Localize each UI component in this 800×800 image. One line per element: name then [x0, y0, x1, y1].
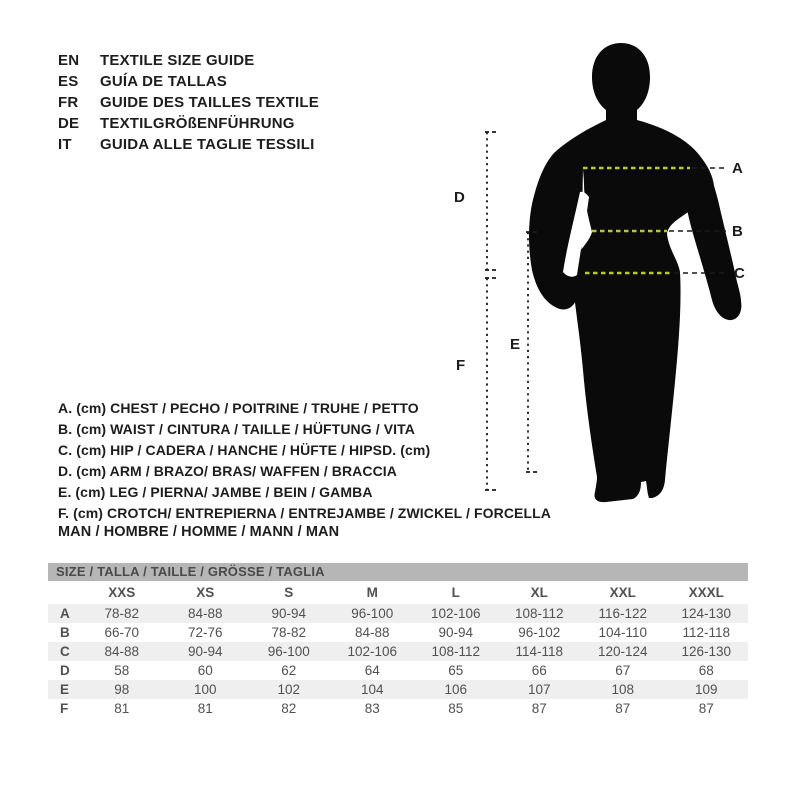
- column-header: XXS: [108, 585, 136, 600]
- cell: 58: [114, 663, 130, 678]
- cell: 100: [193, 682, 217, 697]
- language-row: [58, 50, 319, 71]
- cell: 65: [448, 663, 464, 678]
- table-row: [48, 604, 748, 623]
- table-row: [48, 680, 748, 699]
- cell: 102-106: [347, 644, 398, 659]
- cell: 124-130: [681, 606, 732, 621]
- cell: 84-88: [354, 625, 390, 640]
- language-row: [58, 71, 319, 92]
- language-code: EN: [58, 52, 80, 69]
- cell: 108-112: [431, 644, 481, 659]
- label-hip-c: C: [734, 265, 745, 282]
- cell: 107: [527, 682, 551, 697]
- cell: 67: [615, 663, 631, 678]
- language-row: [58, 92, 319, 113]
- cell: 68: [698, 663, 714, 678]
- cell: 96-102: [518, 625, 561, 640]
- cell: 87: [615, 701, 631, 716]
- cell: 90-94: [438, 625, 474, 640]
- column-header: XXXL: [688, 585, 724, 600]
- cell: 116-122: [598, 606, 648, 621]
- cell: 104-110: [598, 625, 648, 640]
- cell: 108-112: [514, 606, 564, 621]
- cell: 90-94: [271, 606, 307, 621]
- legend-item-c: C. (cm) HIP / CADERA / HANCHE / HÜFTE / HIPSD. (cm): [58, 442, 431, 458]
- column-header: L: [451, 585, 460, 600]
- row-label: D: [60, 663, 70, 678]
- language-row: [58, 113, 319, 134]
- column-header: S: [284, 585, 294, 600]
- legend-item-d: D. (cm) ARM / BRAZO/ BRAS/ WAFFEN / BRACCIA: [58, 463, 397, 479]
- language-code: IT: [58, 136, 72, 153]
- row-label: C: [60, 644, 70, 659]
- cell: 85: [448, 701, 464, 716]
- cell: 109: [694, 682, 718, 697]
- cell: 126-130: [681, 644, 732, 659]
- cell: 102-106: [430, 606, 481, 621]
- cell: 114-118: [515, 644, 564, 659]
- cell: 96-100: [267, 644, 310, 659]
- cell: 66: [531, 663, 547, 678]
- legend-item-b: B. (cm) WAIST / CINTURA / TAILLE / HÜFTUNG / VITA: [58, 421, 415, 437]
- cell: 78-82: [104, 606, 140, 621]
- cell: 82: [281, 701, 297, 716]
- column-header: XL: [530, 585, 548, 600]
- size-table: [48, 563, 748, 718]
- cell: 62: [281, 663, 297, 678]
- legend-item-f: F. (cm) CROTCH/ ENTREPIERNA / ENTREJAMBE / ZWICKEL / FORCELLA: [58, 505, 552, 521]
- language-title: GUIDA ALLE TAGLIE TESSILI: [100, 136, 315, 153]
- row-label: B: [60, 625, 70, 640]
- cell: 98: [114, 682, 130, 697]
- column-header: M: [366, 585, 378, 600]
- cell: 60: [197, 663, 213, 678]
- language-row: [58, 134, 319, 155]
- legend-item-e: E. (cm) LEG / PIERNA/ JAMBE / BEIN / GAMBA: [58, 484, 373, 500]
- language-code: ES: [58, 73, 79, 90]
- table-row: [48, 642, 748, 661]
- row-label: A: [60, 606, 70, 621]
- size-table-corner: [48, 581, 80, 604]
- cell: 104: [360, 682, 384, 697]
- language-code: DE: [58, 115, 80, 132]
- cell: 78-82: [271, 625, 307, 640]
- label-leg-e: E: [510, 336, 521, 353]
- cell: 84-88: [104, 644, 140, 659]
- size-table-title: SIZE / TALLA / TAILLE / GRÖSSE / TAGLIA: [48, 563, 748, 581]
- language-title: GUIDE DES TAILLES TEXTILE: [100, 94, 319, 111]
- cell: 84-88: [187, 606, 223, 621]
- table-row: [48, 699, 748, 718]
- cell: 87: [531, 701, 547, 716]
- language-title-list: [58, 50, 319, 155]
- row-label: F: [60, 701, 69, 716]
- cell: 87: [698, 701, 714, 716]
- row-label: E: [60, 682, 70, 697]
- cell: 102: [277, 682, 301, 697]
- cell: 66-70: [104, 625, 140, 640]
- cell: 81: [197, 701, 213, 716]
- cell: 106: [444, 682, 468, 697]
- size-table-header-row: [48, 581, 748, 604]
- cell: 112-118: [682, 625, 731, 640]
- cell: 64: [364, 663, 380, 678]
- cell: 96-100: [351, 606, 394, 621]
- table-row: [48, 623, 748, 642]
- cell: 90-94: [187, 644, 223, 659]
- language-title: TEXTILGRÖßENFÜHRUNG: [100, 115, 295, 132]
- label-arm-d: D: [454, 189, 465, 206]
- label-waist-b: B: [732, 223, 743, 240]
- language-title: TEXTILE SIZE GUIDE: [100, 52, 255, 69]
- label-crotch-f: F: [456, 357, 466, 374]
- language-code: FR: [58, 94, 79, 111]
- cell: 120-124: [597, 644, 648, 659]
- cell: 81: [114, 701, 130, 716]
- cell: 72-76: [187, 625, 223, 640]
- table-row: [48, 661, 748, 680]
- size-table-grid: [48, 581, 748, 718]
- column-header: XXL: [609, 585, 636, 600]
- legend-item-a: A. (cm) CHEST / PECHO / POITRINE / TRUHE / PETTO: [58, 400, 419, 416]
- measurement-legend: [58, 398, 551, 524]
- label-chest-a: A: [732, 160, 743, 177]
- column-header: XS: [196, 585, 215, 600]
- language-title: GUÍA DE TALLAS: [100, 73, 227, 90]
- cell: 108: [611, 682, 635, 697]
- cell: 83: [364, 701, 380, 716]
- subject-line: MAN / HOMBRE / HOMME / MANN / MAN: [58, 524, 340, 540]
